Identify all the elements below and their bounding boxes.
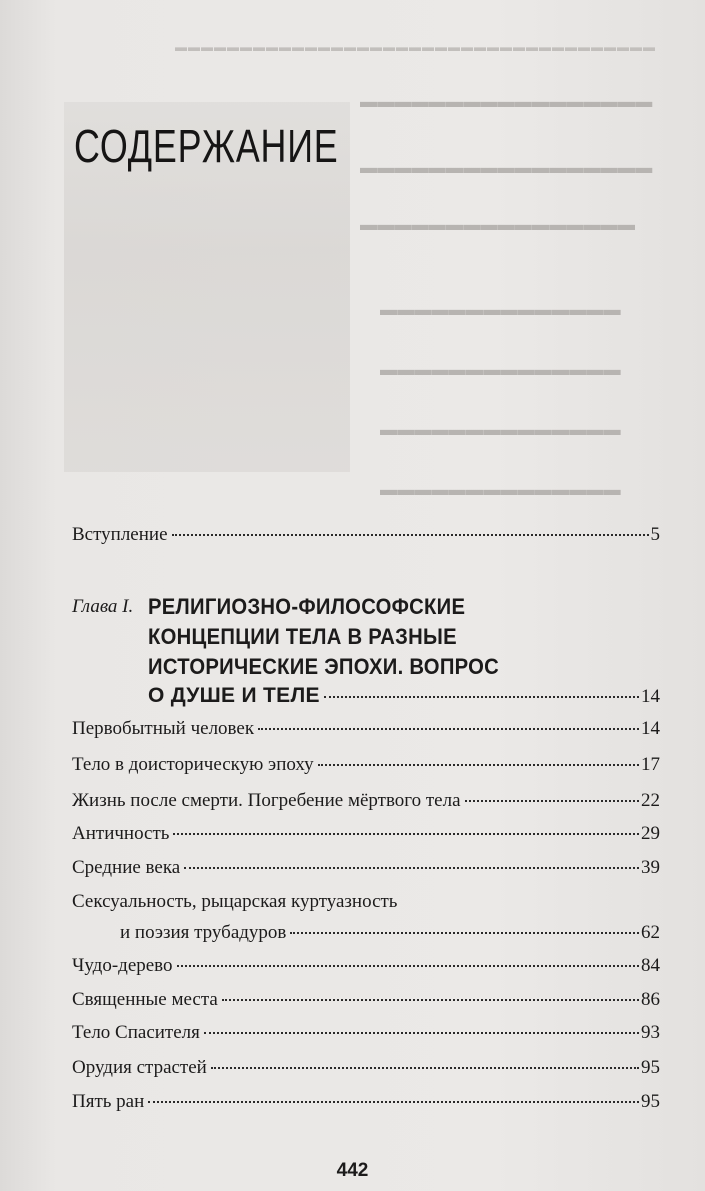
toc-entry[interactable] [72, 754, 660, 776]
toc-entry-page: 95 [641, 1057, 660, 1078]
toc-entry-label: и поэзия трубадуров [120, 922, 287, 943]
toc-entry-label: Орудия страстей [72, 1057, 207, 1078]
toc-entry[interactable] [72, 1057, 660, 1079]
dot-leader [465, 800, 639, 802]
show-through-header: ▬▬▬▬▬▬▬▬▬▬▬▬▬▬▬▬▬▬▬▬▬▬▬▬▬▬▬▬▬▬▬▬▬▬▬▬▬ [175, 40, 656, 54]
show-through-text: ▬▬▬▬▬▬▬▬▬▬▬▬▬▬ [380, 360, 621, 379]
toc-entry-label: Жизнь после смерти. Погребение мёртвого тела [72, 790, 461, 811]
toc-entry-label: Первобытный человек [72, 718, 255, 739]
dot-leader [290, 932, 639, 934]
toc-entry-label: Пять ран [72, 1091, 145, 1112]
toc-entry-label: Античность [72, 823, 170, 844]
toc-entry-label: Чудо-дерево [72, 955, 173, 976]
toc-entry-page: 62 [641, 922, 660, 943]
toc-entry-page: 22 [641, 790, 660, 811]
toc-entry-page: 14 [641, 718, 660, 739]
show-through-text: ▬▬▬▬▬▬▬▬▬▬▬▬▬▬ [380, 300, 621, 319]
dot-leader [173, 833, 639, 835]
dot-leader [172, 534, 649, 536]
page-title: СОДЕРЖАНИЕ [74, 119, 339, 172]
toc-entry-page: 14 [641, 686, 660, 707]
toc-entry-intro[interactable] [72, 524, 660, 546]
dot-leader [318, 764, 639, 766]
show-through-text: ▬▬▬▬▬▬▬▬▬▬▬▬▬▬▬▬▬ [360, 158, 653, 177]
toc-entry-chapter1[interactable] [148, 684, 660, 708]
chapter-title-line[interactable]: ИСТОРИЧЕСКИЕ ЭПОХИ. ВОПРОС [148, 654, 500, 679]
toc-entry[interactable] [72, 790, 660, 812]
show-through-text: ▬▬▬▬▬▬▬▬▬▬▬▬▬▬▬▬ [360, 215, 636, 234]
toc-entry-page: 39 [641, 857, 660, 878]
chapter-title-line[interactable]: КОНЦЕПЦИИ ТЕЛА В РАЗНЫЕ [148, 624, 457, 649]
toc-entry-label: Сексуальность, рыцарская куртуазность [72, 891, 398, 912]
show-through-text: ▬▬▬▬▬▬▬▬▬▬▬▬▬▬▬▬▬ [360, 92, 653, 111]
chapter-title-line[interactable]: РЕЛИГИОЗНО-ФИЛОСОФСКИЕ [148, 594, 466, 619]
toc-entry-page: 84 [641, 955, 660, 976]
toc-entry-page: 86 [641, 989, 660, 1010]
chapter-title-line: О ДУШЕ И ТЕЛЕ [148, 684, 320, 707]
toc-entry-page: 95 [641, 1091, 660, 1112]
chapter-prefix: Глава I. [72, 596, 134, 617]
toc-entry-label: Священные места [72, 989, 218, 1010]
toc-entry-label: Тело Спасителя [72, 1022, 200, 1043]
page-number: 442 [336, 1160, 369, 1181]
dot-leader [177, 965, 639, 967]
toc-entry-page: 17 [641, 754, 660, 775]
toc-entry[interactable] [72, 718, 660, 740]
show-through-text: ▬▬▬▬▬▬▬▬▬▬▬▬▬▬ [380, 480, 621, 499]
toc-entry-label: Тело в доисторическую эпоху [72, 754, 314, 775]
dot-leader [204, 1032, 639, 1034]
toc-entry-label: Вступление [72, 524, 168, 545]
toc-entry[interactable] [72, 955, 660, 977]
toc-entry-first-line[interactable] [72, 891, 660, 913]
dot-leader [148, 1101, 639, 1103]
dot-leader [211, 1067, 639, 1069]
show-through-text: ▬▬▬▬▬▬▬▬▬▬▬▬▬▬ [380, 420, 621, 439]
toc-entry-page: 5 [650, 524, 660, 545]
toc-entry-page: 29 [641, 823, 660, 844]
dot-leader [258, 728, 639, 730]
dot-leader [184, 867, 639, 869]
dot-leader [324, 696, 639, 698]
dot-leader [222, 999, 639, 1001]
toc-entry-label: Средние века [72, 857, 181, 878]
toc-entry-page: 93 [641, 1022, 660, 1043]
toc-entry[interactable] [72, 823, 660, 845]
toc-entry[interactable] [120, 922, 660, 944]
toc-entry[interactable] [72, 857, 660, 879]
toc-entry[interactable] [72, 989, 660, 1011]
toc-entry[interactable] [72, 1022, 660, 1044]
toc-entry[interactable] [72, 1091, 660, 1113]
